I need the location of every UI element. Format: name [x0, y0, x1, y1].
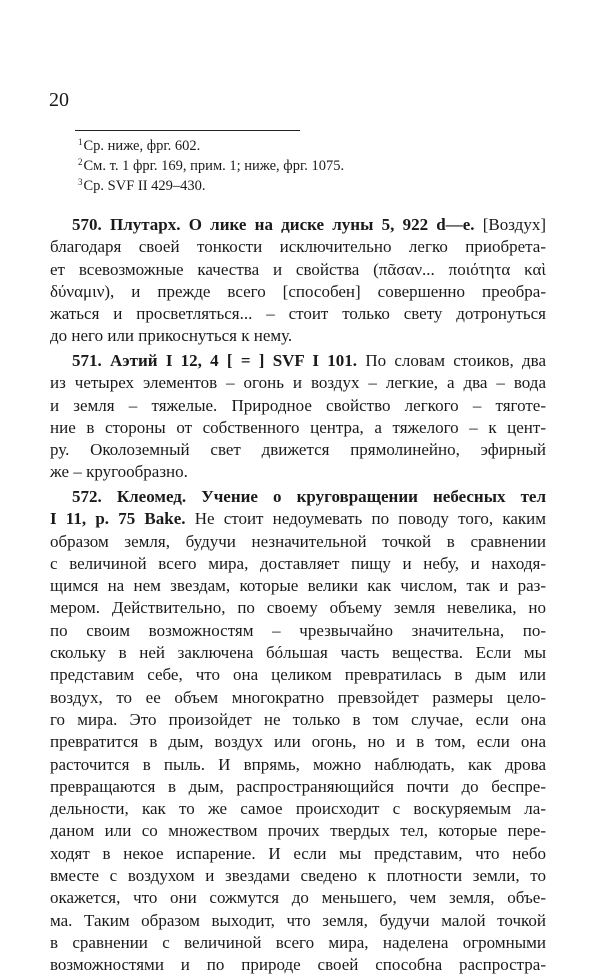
line-text: ма. Таким образом выходит, что земля, будучи малой точкой [50, 910, 546, 930]
text-line [50, 687, 546, 709]
line-text: ет всевозможные качества и свойства (πᾶσαν... ποιότητα καὶ [50, 259, 546, 279]
text-line [50, 372, 546, 394]
text-line [50, 754, 546, 776]
footnote-text: Ср. SVF II 429–430. [83, 178, 206, 194]
line-text: возможностями и по природе своей способна распростра- [50, 955, 546, 975]
text-line [50, 325, 546, 347]
line-text: дельности, как то же самое происходит с воскуряемым ла- [50, 799, 546, 819]
line-text: представим себе, что она целиком превратилась в дым или [50, 665, 546, 685]
page-number: 20 [49, 89, 69, 111]
text-line [50, 350, 546, 372]
fragment-572 [50, 486, 546, 977]
line-text: из четырех элементов – огонь и воздух – легкие, а два – вода [50, 373, 546, 393]
text-line [50, 664, 546, 686]
fragment-570 [50, 214, 546, 348]
text-line [50, 417, 546, 439]
text-line [50, 887, 546, 909]
text-line [50, 575, 546, 597]
text-line [50, 776, 546, 798]
line-text: образом земля, будучи незначительной точкой в сравнении [50, 531, 546, 551]
text-line [50, 486, 546, 508]
text-line [50, 531, 546, 553]
fragment-heading: 572. Клеомед. Учение о круговращении небесных тел [72, 487, 546, 506]
line-text: щимся на нем звездам, которые велики как числом, так и раз- [50, 576, 546, 596]
line-text: в сравнении с величиной всего мира, наделена огромными [50, 932, 546, 952]
footnote-3 [78, 178, 206, 195]
line-text: скольку в ней заключена бóльшая часть вещества. Если мы [50, 643, 546, 663]
fragment-heading: 571. Аэтий I 12, 4 [ = ] SVF I 101. [72, 351, 358, 370]
footnote-mark: 3 [78, 177, 83, 187]
line-text: Не стоит недоумевать по поводу того, каким [185, 509, 546, 529]
text-line [50, 620, 546, 642]
text-line [50, 236, 546, 258]
text-line [50, 932, 546, 954]
footnote-mark: 1 [78, 137, 83, 147]
line-text: и земля – тяжелые. Природное свойство легкого – тяготе- [50, 395, 546, 415]
line-text: по своим возможностям – чрезвычайно значительна, по- [50, 620, 546, 640]
fragment-heading: 570. Плутарх. О лике на диске луны 5, 922 d—e. [72, 215, 475, 234]
line-text: ру. Околоземный свет движется прямолинейно, эфирный [50, 440, 546, 460]
line-text: ние в стороны от собственного центра, а тяжелого – к цент- [50, 417, 546, 437]
text-line [50, 303, 546, 325]
text-line [50, 553, 546, 575]
text-line [50, 709, 546, 731]
line-text: благодаря своей тонкости исключительно легко приобрета- [50, 237, 546, 257]
line-text: воздух, то ее объем многократно превзойдет размеры цело- [50, 687, 546, 707]
line-text: окажется, что они сожмутся до меньшего, чем земля, объе- [50, 888, 546, 908]
text-line [50, 259, 546, 281]
line-text: го мира. Это произойдет не только в том случае, если она [50, 709, 546, 729]
text-line [50, 642, 546, 664]
text-line [50, 597, 546, 619]
text-line [50, 798, 546, 820]
line-text: расточится в пыль. И впрямь, можно наблюдать, как дрова [50, 754, 546, 774]
line-text: с величиной всего мира, доставляет пищу и небу, и находя- [50, 553, 546, 573]
footnote-text: Ср. ниже, фрг. 602. [83, 138, 201, 154]
text-line [50, 865, 546, 887]
fragment-571 [50, 350, 546, 484]
line-text: По словам стоиков, два [357, 351, 546, 370]
text-line [50, 439, 546, 461]
line-text: [Воздух] [474, 215, 546, 234]
line-text: превращаются в дым, распространяющийся почти до беспре- [50, 776, 546, 796]
footnote-text: См. т. 1 фрг. 169, прим. 1; ниже, фрг. 1075. [83, 158, 345, 174]
footnote-2 [78, 158, 344, 175]
line-text: даном или со множеством прочих твердых тел, которые пере- [50, 821, 546, 841]
text-line [50, 843, 546, 865]
text-line [50, 281, 546, 303]
line-text: до него или прикоснуться к нему. [50, 326, 293, 346]
text-line [50, 910, 546, 932]
footnote-divider [75, 130, 300, 131]
text-line [50, 508, 546, 530]
line-text: δύναμιν), и прежде всего [способен] совершенно преобра- [50, 281, 546, 301]
line-text: же – кругообразно. [50, 462, 188, 482]
text-line [50, 820, 546, 842]
footnote-1 [78, 138, 200, 155]
text-line [50, 395, 546, 417]
text-line [50, 461, 546, 483]
fragment-heading: I 11, p. 75 Bake. [50, 509, 186, 529]
footnote-mark: 2 [78, 157, 83, 167]
line-text: жаться и просветляться... – стоит только свету дотронуться [50, 304, 546, 324]
text-line [50, 214, 546, 236]
text-line [50, 731, 546, 753]
line-text: превратится в дым, воздух или огонь, но и в том, если она [50, 732, 546, 752]
line-text: вместе с воздухом и звездами сведено к плотности земли, то [50, 866, 546, 886]
line-text: мером. Действительно, по своему объему земля невелика, но [50, 598, 546, 618]
line-text: ходят в некое испарение. И если мы представим, что небо [50, 843, 546, 863]
text-line [50, 954, 546, 976]
